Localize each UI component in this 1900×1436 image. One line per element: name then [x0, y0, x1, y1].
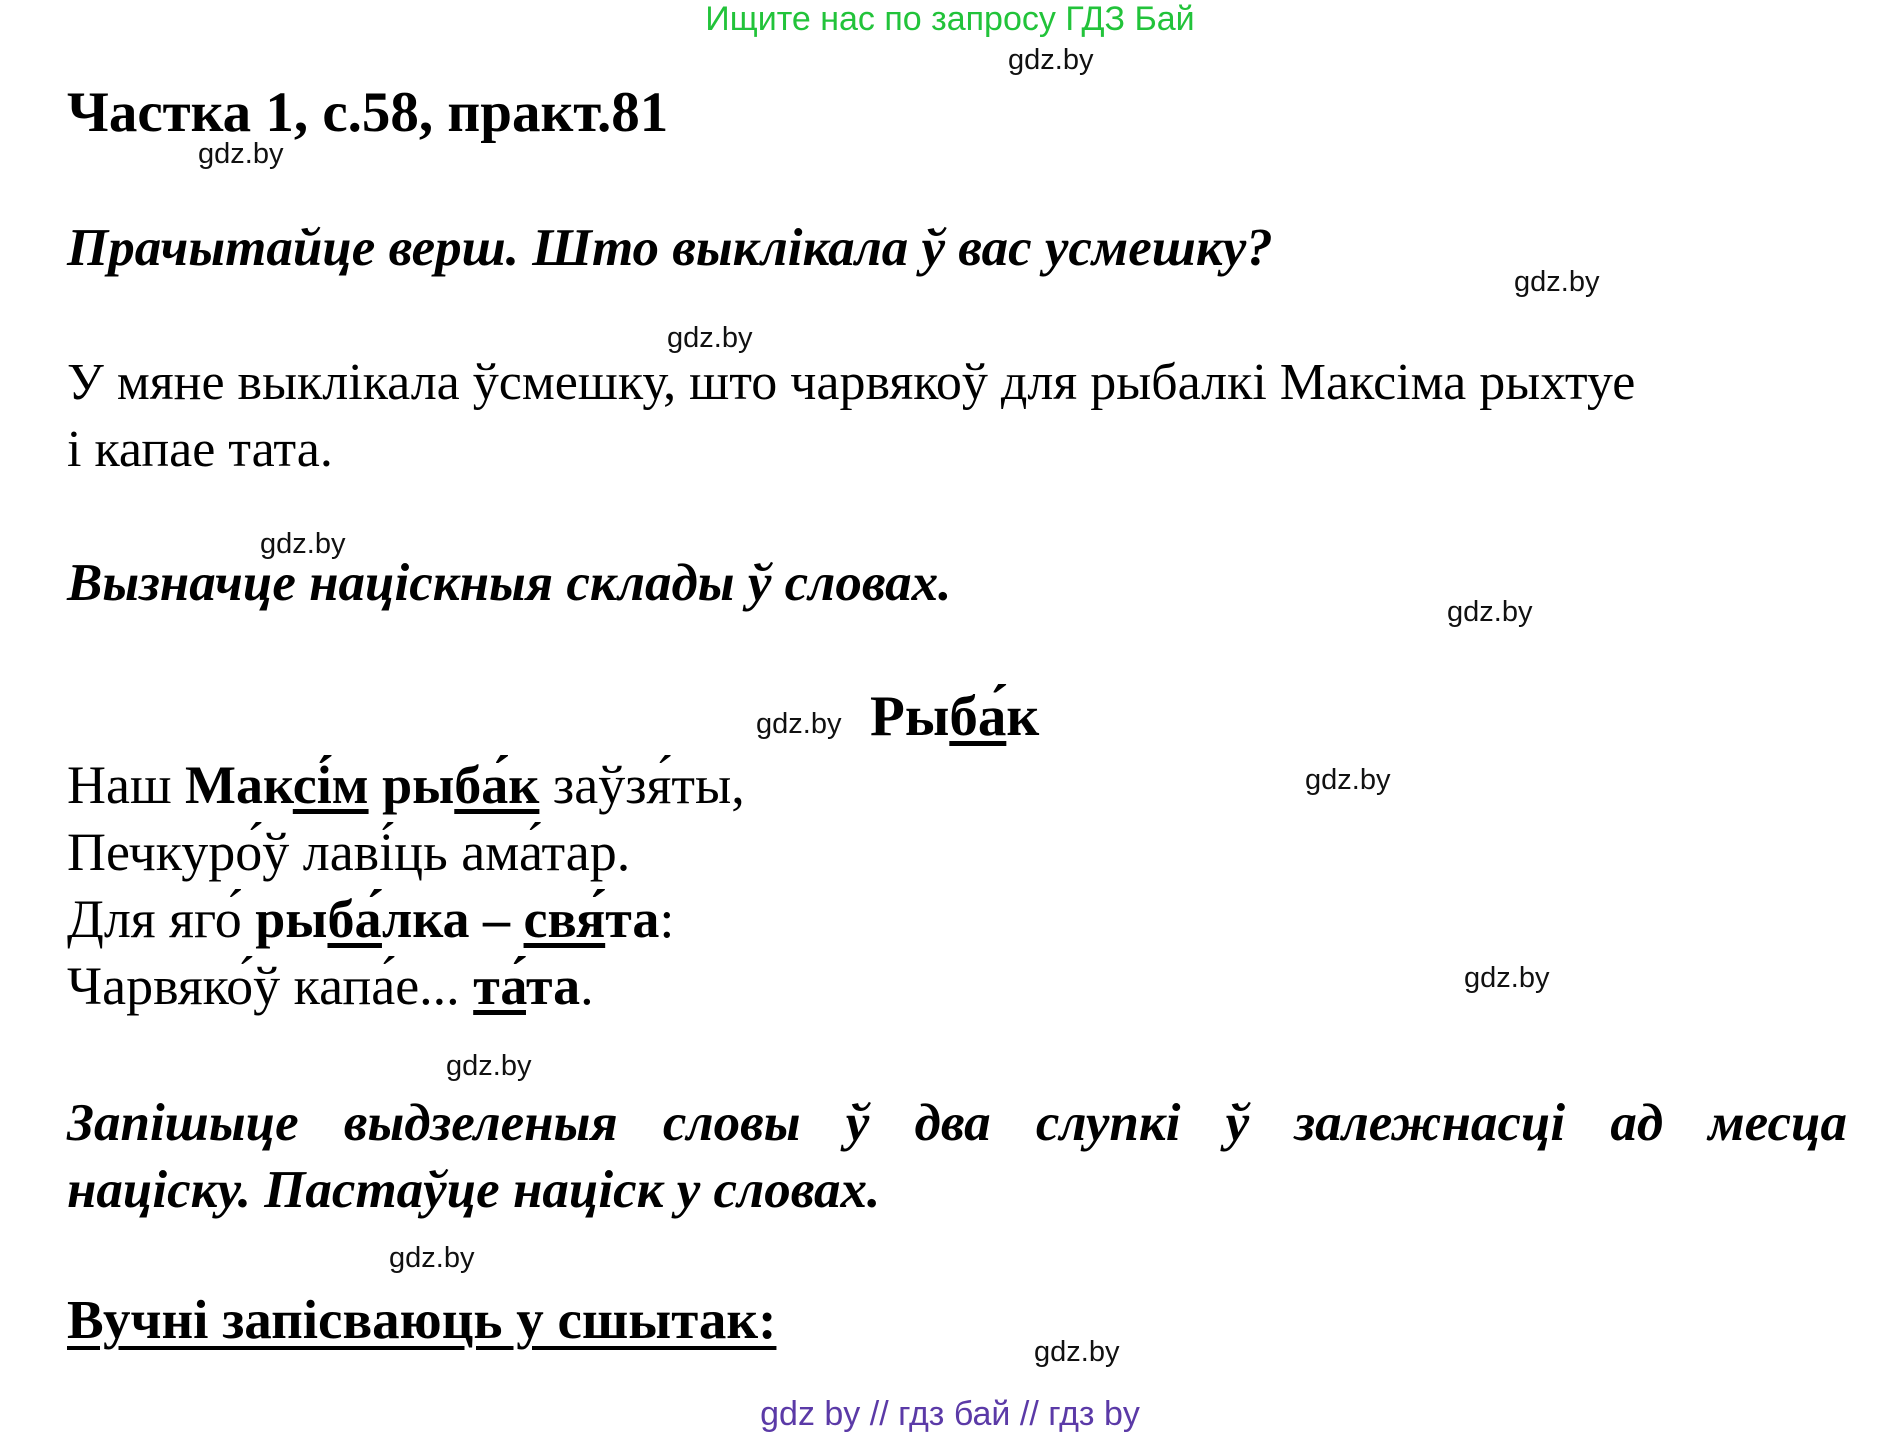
watermark: gdz.by — [260, 528, 346, 560]
highlighted-word — [473, 956, 580, 1016]
task-read-poem: Прачытайце верш. Што выклікала ў вас усмешку? — [67, 219, 1273, 277]
poem-title — [870, 684, 1039, 749]
syllable: Мак — [185, 755, 293, 815]
poem-text — [369, 755, 383, 815]
watermark: gdz.by — [1514, 266, 1600, 298]
poem — [67, 752, 745, 1020]
stressed-syllable: ба́ — [949, 685, 1007, 748]
poem-line — [67, 886, 745, 953]
task-line: націску. Пастаўце націск у словах. — [67, 1161, 881, 1219]
highlighted-word — [382, 755, 539, 815]
watermark: gdz.by — [756, 708, 842, 740]
task-line: Запішыце выдзеленыя словы ў два слупкі ў залежнасці ад месца — [67, 1094, 1847, 1152]
answer-paragraph — [67, 349, 1635, 483]
watermark: gdz.by — [389, 1242, 475, 1274]
poem-text: : — [659, 889, 675, 949]
page-title: Частка 1, с.58, практ.81 — [67, 81, 669, 144]
syllable: ры — [255, 889, 328, 949]
poem-text: . — [580, 956, 594, 1016]
poem-line — [67, 752, 745, 819]
syllable: лка – — [381, 889, 524, 949]
task-find-stress: Вызначце націскныя склады ў словах. — [67, 554, 952, 612]
highlighted-word — [255, 889, 659, 949]
syllable: та — [605, 889, 660, 949]
watermark: gdz.by — [1305, 764, 1391, 796]
answer-line: У мяне выклікала ўсмешку, што чарвякоў для рыбалкі Максіма рыхтуе — [67, 354, 1636, 411]
footer-links: gdz by // гдз бай // гдз by — [760, 1395, 1140, 1433]
poem-title-part: к — [1006, 685, 1040, 748]
top-banner: Ищите нас по запросу ГДЗ Бай — [705, 0, 1195, 38]
task-write-columns — [67, 1090, 1847, 1224]
poem-line: Печкуро́ў лаві́ць ама́тар. — [67, 822, 631, 882]
highlighted-word — [185, 755, 369, 815]
poem-text: заўзя́ты, — [539, 755, 745, 815]
watermark: gdz.by — [1464, 962, 1550, 994]
syllable: та — [525, 956, 581, 1016]
poem-text: Для яго́ — [67, 889, 256, 949]
poem-text: Чарвяко́ў капа́е... — [67, 956, 474, 1016]
stressed-syllable: ба́ — [327, 889, 382, 949]
stressed-syllable: сі́м — [292, 755, 369, 815]
watermark: gdz.by — [1034, 1336, 1120, 1368]
poem-title-part: Ры — [870, 685, 950, 748]
pupils-heading: Вучні запісваюць у сшытак: — [67, 1289, 777, 1350]
watermark: gdz.by — [1008, 44, 1094, 76]
watermark: gdz.by — [198, 138, 284, 170]
watermark: gdz.by — [446, 1050, 532, 1082]
stressed-syllable: свя́ — [523, 889, 606, 949]
syllable: ры — [382, 755, 455, 815]
stressed-syllable: та́ — [473, 956, 526, 1016]
poem-line — [67, 953, 745, 1020]
poem-text: Наш — [67, 755, 186, 815]
answer-line: і капае тата. — [67, 421, 333, 478]
watermark: gdz.by — [667, 322, 753, 354]
watermark: gdz.by — [1447, 596, 1533, 628]
stressed-syllable: ба́к — [454, 755, 540, 815]
